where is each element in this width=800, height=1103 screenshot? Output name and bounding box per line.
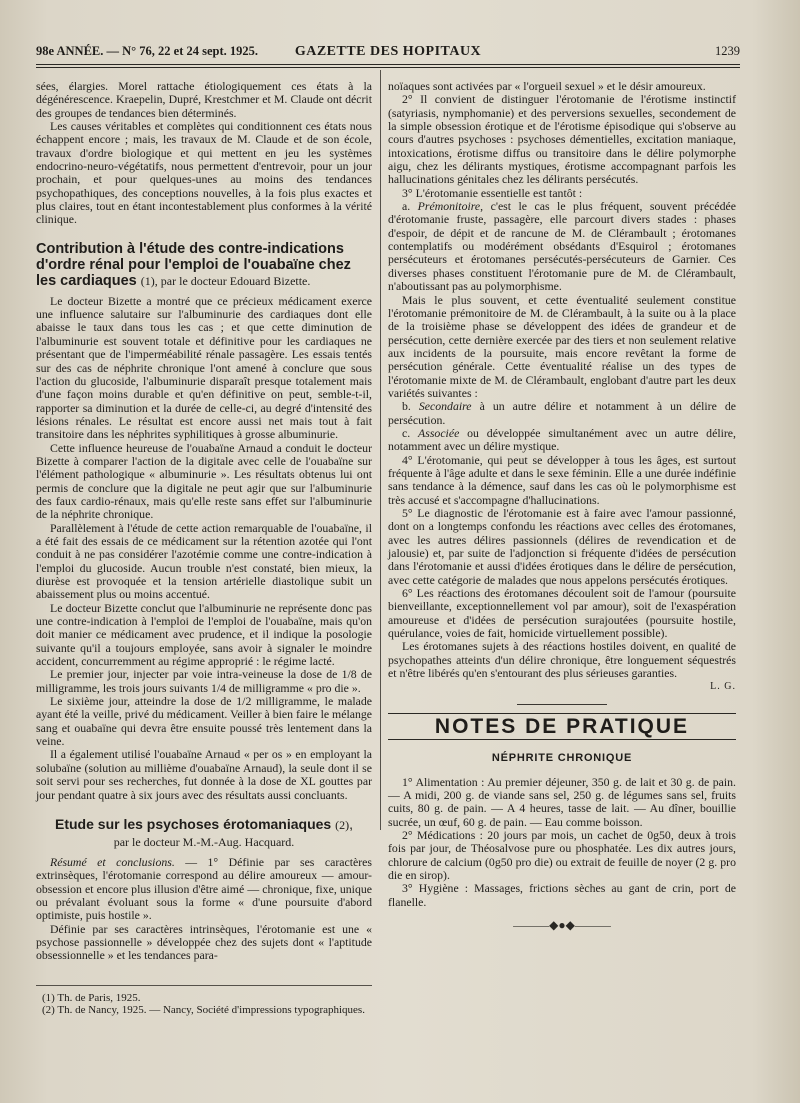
point-label: b. [402,399,419,414]
article-paragraph: noïaques sont activées par « l'orgueil sexuel » et le désir amoureux. [388,79,706,93]
article-paragraph: Définie par ses caractères intrinsèques, l'érotomanie est une « psychose passionnelle » développée chez des sujets dont « l'aptitude obsessionnelle » et les tendances para- [36,921,372,963]
end-ornament: ———◆●◆——— [513,917,611,932]
article-paragraph: Le docteur Bizette conclut que l'albuminurie ne représente donc pas une contre-indication à l'emploi de l'emploi de l'ouabaïne, mais qu'on doit manier ce médicament avec prudence, et il indique la posologie suivante qu'il a toujours employée, sans avoir à signaler le moindre accident, concurremment au régime approprié : le régime lacté. [36,600,372,669]
point-text: à un autre délire et notamment à un délire de persécution. [388,399,736,427]
point-term: Secondaire [418,399,472,414]
article-byline: , par le docteur Edouard Bizette. [154,273,311,288]
intro-paragraph: sées, élargies. Morel rattache étiologiquement ces états à la dégénérescence. Kraepelin, Dupré, Krestchmer et M. Claude ont décrit des groupes de tendances bien déterminés. [36,79,372,120]
article-paragraph: 6° Les réactions des érotomanes découlent soit de l'amour (poursuite bienveillante, exceptionnellement vol par amour), soit de l'exaspération amoureuse et d'idées de persécution surajoutées (poursuite hostile, quérulance, voies de fait, homicide virtuellement possible). [388,586,736,641]
article-paragraph [36,856,372,923]
article-paragraph: Parallèlement à l'étude de cette action remarquable de l'ouabaïne, il a été fait des essais de ce médicament sur la rétention azotée qui l'ont conduit à ne pas considérer l'azotémie comme une contre-indication à l'emploi du glucoside. Aucun trouble n'est constaté, bien mieux, la diurèse est provoquée et la tension artérielle diastolique subit un abaissement plus ou moins accentué. [36,520,372,602]
notes-heading: NOTES DE PRATIQUE [388,713,736,740]
footnote-rule [36,985,372,986]
article-paragraph: 3° L'érotomanie essentielle est tantôt : [402,185,583,200]
section-heading: NÉPHRITE CHRONIQUE [491,752,633,765]
article-paragraph: Le premier jour, injecter par voie intra-veineuse la dose de 1/8 de milligramme, les trois jours suivants 1/4 de milligramme « pro die ». [36,667,372,695]
left-column [36,80,372,1017]
journal-title: GAZETTE DES HOPITAUX [294,44,482,59]
article-title-text: Contribution à l'étude des contre-indications d'ordre rénal pour l'emploi de l'ouabaïne chez les cardiaques [36,240,351,289]
footnote-ref: (2) [335,817,350,832]
article-paragraph [388,400,736,427]
point-term: Associée [418,425,460,440]
author-signature: L. G. [710,681,736,693]
point-label: c. [402,425,419,440]
footnote-ref: (1) [140,273,155,288]
notes-paragraph: 3° Hygiène : Massages, frictions sèches au gant de crin, port de flanelle. [388,881,736,909]
point-text: ou développée simultanément avec un autre délire, notamment avec un délire mystique. [388,425,736,454]
lead-text: — 1° Définie par ses caractères extrinsèques, l'érotomanie correspond au délire amoureux — amour-obsession et encore plus illusion d'être aimé — chronique, fixe, unique ou prévalant évoluant sous la forme « d'une poursuite d'abord optimiste, puis hostile ». [36,854,373,923]
article-title [36,241,372,289]
issue-info: 98e ANNÉE. — N° 76, 22 et 24 sept. 1925. [36,44,259,58]
page-number: 1239 [715,44,740,58]
article-paragraph [388,427,736,454]
article-paragraph: 4° L'érotomanie, qui peut se développer à tous les âges, est surtout fréquente à l'âge adulte et dans le sexe féminin. Elle a une durée indéfinie sans tendance à la démence, sauf dans les cas où le polymorphisme est très accusé et s'accompagne d'hallucinations. [388,452,736,507]
point-term: Prémonitoire [417,199,481,214]
header-rule-double [36,67,740,68]
section-divider [517,704,607,705]
footnote: (1) Th. de Paris, 1925. [42,991,141,1004]
article-paragraph: Cette influence heureuse de l'ouabaïne Arnaud a conduit le docteur Bizette à comparer l'action de la digitale avec celle de l'ouabaïne sur l'élément pathologique « albuminurie ». Les résultats obtenus lui ont permis de conclure que la digitale ne peut agir que sur l'albuminurie des faux cardio-rénaux, mais qu'elle reste sans effet sur l'albuminurie de la néphrite chronique. [36,440,372,522]
page-header [36,44,740,64]
header-rule [36,64,740,65]
point-label: a. [402,199,418,214]
article-title-text: Etude sur les psychoses érotomaniaques [55,815,332,832]
notes-paragraph: 2° Médications : 20 jours par mois, un cachet de 0g50, deux à trois fois par jour, de Théosalvose pure ou phosphatée. Les dix autres jours, chlorure de calcium (0g50 pro die) ou extrait de feuille de noyer (2 g. pro die en sirop). [388,827,736,882]
article-title: Etude sur les psychoses érotomaniaques (2), par le docteur M.-M.-Aug. Hacquard. [55,815,353,849]
notes-paragraph: 1° Alimentation : Au premier déjeuner, 350 g. de lait et 30 g. de pain. — A midi, 200 g. de viande sans sel, 250 g. de légumes sans sel, fruits cuits, 80 g. de pain. — A 4 heures, tasse de lait. — Au dîner, bouillie sucrée, un œuf, 60 g. de pain. — Eau comme boisson. [388,774,736,829]
article-paragraph: Le docteur Bizette a montré que ce précieux médicament exerce une influence salutaire sur l'albuminurie des cardiaques dont elle abaisse le taux dans tous les cas ; et que cette diminution de l'albuminurie est souvent totale et définitive pour les cardiaques ne présentant que de l'imperméabilité rénale passagère. Les essais tentés sur des cas de néphrite chronique l'ont amené à conclure que sous l'action du glucoside, l'albuminurie disparaît presque totalement mais d'une façon moins durable et qu'en définitive on peut, semble-t-il, rapporter sa diminution et la durée de celle-ci, au degré d'intensité des lésions rénales. Le résultat est encore aussi net mais tout à fait transitoire dans les néphrites syphilitiques à grosse albuminurie. [36,293,372,442]
article-byline: par le docteur M.-M.-Aug. Hacquard. [113,834,295,849]
right-column [388,80,736,932]
article-paragraph: Les érotomanes sujets à des réactions hostiles doivent, en qualité de psychopathes atteints d'un délire chronique, être longuement séquestrés et n'être libérés qu'en s'entourant des plus sérieuses garanties. [388,639,736,681]
footnote: (2) Th. de Nancy, 1925. — Nancy, Société d'impressions typographiques. [42,1004,365,1017]
point-text: , c'est le cas le plus fréquent, souvent précédée d'érotomanie fruste, passagère, elle parcourt divers stades : phases d'espoir, de dépit et de rancune de M. de Clérambault ; érotomanes contemplatifs ou modérément obsédants d'Esquirol ; érotomanes persécuteurs et érotomanes persécutés-persécuteurs de Garnier. Ces diverses phases constituent l'érotomanie pure de M. de Clérambault, n'aboutissant pas au polymorphisme. [388,199,736,294]
column-divider [380,70,381,830]
intro-paragraph: Les causes véritables et complètes qui conditionnent ces états nous échappent encore ; mais, les travaux de M. Claude et de son école, travaux d'ordre biologique et qui mettent en jeu les systèmes endocrino-neuro-végétatifs, nous permettent d'entrevoir, pour un jour prochain, et pour quelques-unes au moins des tendances psychopathiques, des conceptions nouvelles, à la fois plus exactes et plus claires, tout en étant incontestablement plus conformes à la vérité clinique. [36,119,372,227]
article-paragraph: Le sixième jour, atteindre la dose de 1/2 milligramme, le malade ayant été la veille, privé du médicament. Veiller à bien faire le mélange sang et ouabaïne qui devra être ensuite poussé très lentement dans la veine. [36,694,372,749]
article-paragraph: 5° Le diagnostic de l'érotomanie est à faire avec l'amour passionné, dont on a longtemps confondu les réactions avec celles des érotomanes, avec les autres délires passionnels (délires de revendication et de jalousie) et, par suite de l'adjonction si fréquente d'idées de persécution dans l'érotomanie et aussi d'idées érotiques dans le délire de persécution, avec cette catégorie de malades que nous appelons persécutés érotiques. [388,506,736,587]
lead-label: Résumé et conclusions. [50,854,175,869]
article-paragraph: 2° Il convient de distinguer l'érotomanie de l'érotisme instinctif (satyriasis, nymphomanie) et des perversions sexuelles, secondement de la simple obsession érotique et de l'érotisme épisodique qui s'observe au cours d'autres psychoses : psychoses démentielles, excitation maniaque, intoxications, érotisme diffus ou transitoire dans le délire polymorphe aigu, chez les délirants mystiques, érotisme accompagnant parfois les hallucinations génitales chez les délirants persécutés. [388,92,736,187]
article-paragraph: Mais le plus souvent, et cette éventualité seulement constitue l'érotomanie prémonitoire de M. de Clérambault, à la suite ou à la place de la troisième phase se développent des idées de grandeur et de persécution, cette dernière exercée par des tiers et non seulement relative aux incidents de la poursuite, mais encore revêtant la forme de persécution générale. Cette éventualité réalise un des types de l'érotomanie mixte de M. de Clérambault, englobant d'autre part les deux variétés suivantes : [388,292,736,400]
article-paragraph: Il a également utilisé l'ouabaïne Arnaud « per os » en employant la solubaïne (solution au millième d'ouabaïne Arnaud), la seule dont il se soit servi pour ses recherches, fut donnée à la dose de XL gouttes par jour pendant quatre à six jours avec des résultats aussi concluants. [36,747,372,802]
article-paragraph [388,200,736,293]
